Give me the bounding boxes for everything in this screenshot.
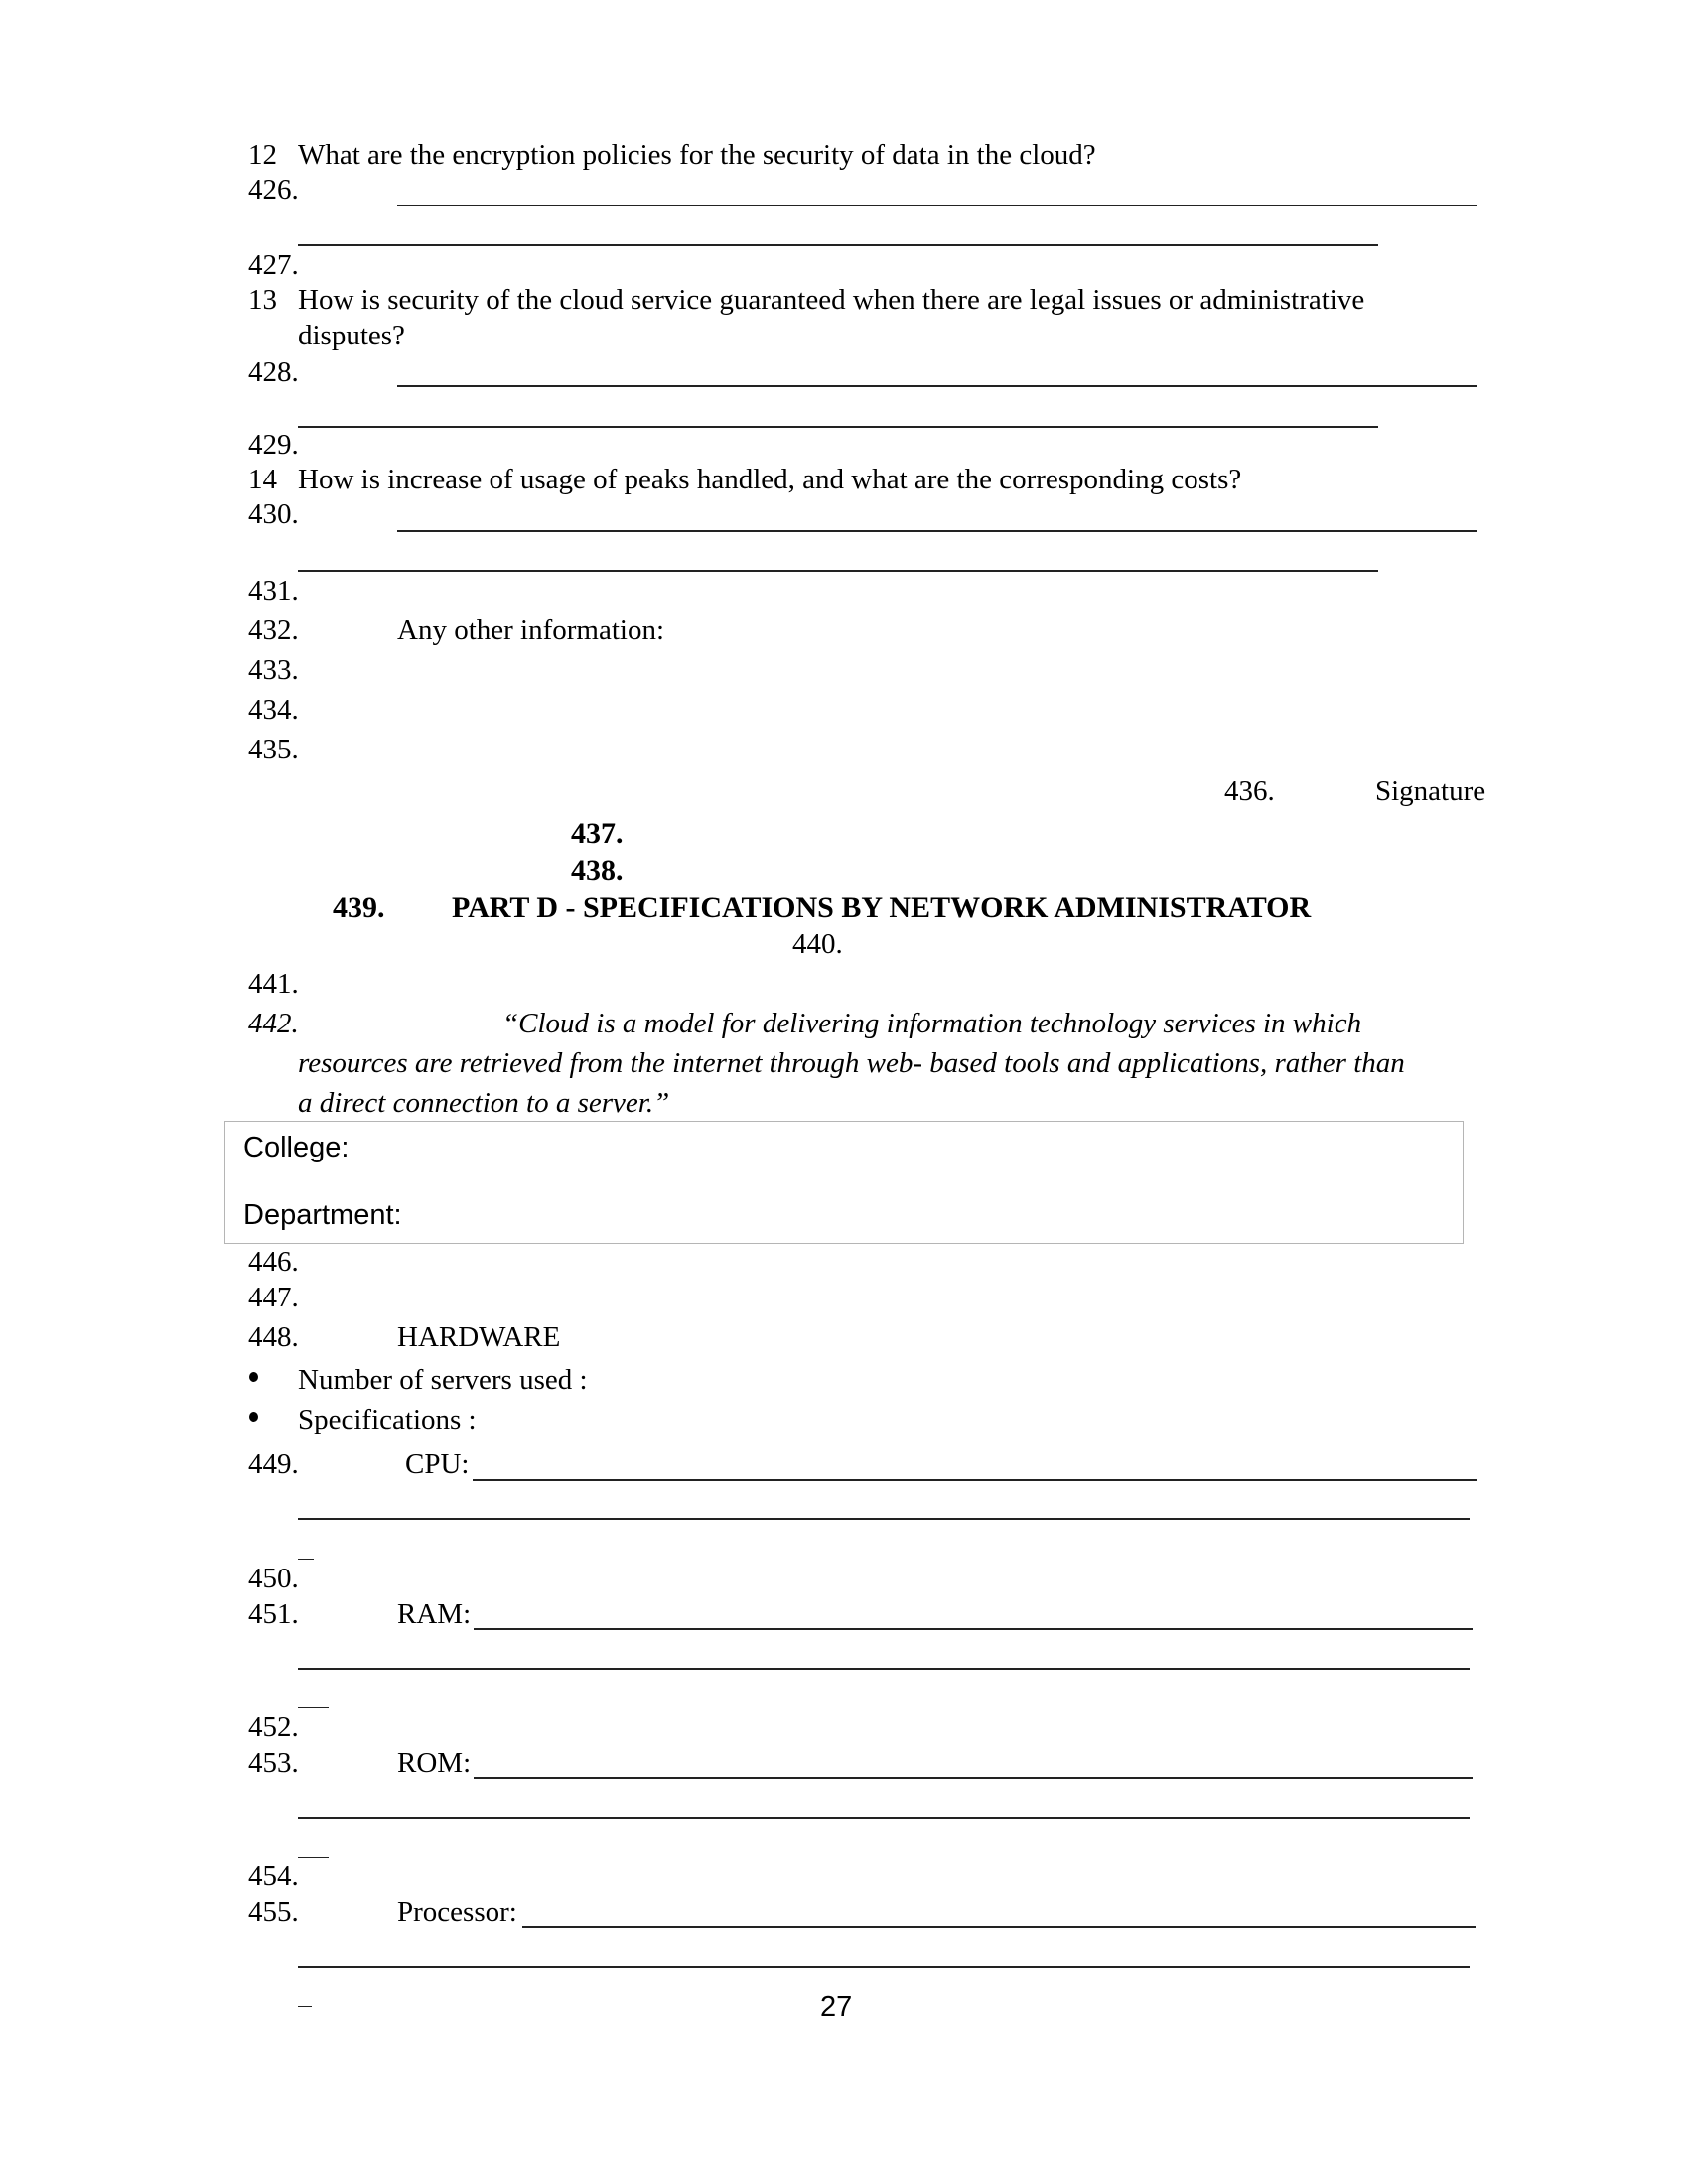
answer-line[interactable] — [298, 426, 1378, 428]
line-number-431: 431. — [248, 575, 299, 607]
line-number-446: 446. — [248, 1246, 299, 1278]
line-number-447: 447. — [248, 1282, 299, 1313]
signature-label: Signature — [1375, 775, 1486, 807]
processor-answer-line[interactable] — [522, 1926, 1476, 1928]
ram-answer-line[interactable] — [474, 1628, 1473, 1630]
ram-answer-line[interactable] — [298, 1668, 1470, 1670]
hardware-heading: HARDWARE — [397, 1321, 561, 1353]
answer-line[interactable] — [397, 530, 1477, 532]
line-number-449: 449. — [248, 1448, 299, 1480]
answer-line[interactable] — [397, 205, 1477, 206]
bullet-specifications: Specifications : — [298, 1404, 477, 1435]
part-d-heading: PART D - SPECIFICATIONS BY NETWORK ADMINISTRATOR — [452, 891, 1312, 924]
ram-label: RAM: — [397, 1598, 472, 1630]
line-number-440: 440. — [792, 928, 843, 960]
answer-line[interactable] — [397, 385, 1477, 387]
line-number-442: 442. — [248, 1008, 299, 1039]
line-number-429: 429. — [248, 429, 299, 461]
bullet-icon — [249, 1412, 258, 1422]
question-text-13-continued: disputes? — [298, 320, 405, 351]
college-label: College: — [243, 1132, 350, 1163]
page-number: 27 — [820, 1991, 853, 2023]
cloud-definition-quote-line-2: resources are retrieved from the internet through web- based tools and applications, rather than — [298, 1047, 1405, 1079]
line-number-430: 430. — [248, 498, 299, 530]
processor-answer-line-end — [298, 2006, 312, 2007]
processor-answer-line[interactable] — [298, 1966, 1470, 1968]
question-number-13: 13 — [248, 284, 277, 316]
rom-label: ROM: — [397, 1747, 472, 1779]
rom-answer-line-end — [298, 1857, 329, 1858]
line-number-448: 448. — [248, 1321, 299, 1353]
rom-answer-line[interactable] — [298, 1817, 1470, 1819]
line-number-437: 437. — [571, 817, 624, 850]
line-number-435: 435. — [248, 734, 299, 765]
college-department-box[interactable] — [224, 1121, 1464, 1244]
department-label: Department: — [243, 1199, 402, 1231]
line-number-439: 439. — [333, 891, 385, 924]
question-text-13: How is security of the cloud service guaranteed when there are legal issues or administrative — [298, 284, 1365, 316]
line-number-438: 438. — [571, 854, 624, 887]
cpu-answer-line[interactable] — [473, 1479, 1477, 1481]
line-number-441: 441. — [248, 968, 299, 1000]
answer-line[interactable] — [298, 244, 1378, 246]
line-number-426: 426. — [248, 174, 299, 205]
line-number-433: 433. — [248, 654, 299, 686]
cpu-answer-line-end — [298, 1559, 314, 1560]
bullet-icon — [249, 1372, 258, 1382]
question-number-12: 12 — [248, 139, 277, 171]
question-text-14: How is increase of usage of peaks handled, and what are the corresponding costs? — [298, 464, 1242, 495]
cloud-definition-quote-line-1: “Cloud is a model for delivering information technology services in which — [502, 1008, 1362, 1039]
question-number-14: 14 — [248, 464, 277, 495]
other-info-label: Any other information: — [397, 614, 665, 646]
cloud-definition-quote-line-3: a direct connection to a server.” — [298, 1087, 670, 1119]
line-number-450: 450. — [248, 1563, 299, 1594]
cpu-label: CPU: — [405, 1448, 470, 1480]
line-number-427: 427. — [248, 249, 299, 281]
rom-answer-line[interactable] — [474, 1777, 1473, 1779]
answer-line[interactable] — [298, 570, 1378, 572]
line-number-453: 453. — [248, 1747, 299, 1779]
question-text-12: What are the encryption policies for the security of data in the cloud? — [298, 139, 1096, 171]
line-number-452: 452. — [248, 1711, 299, 1743]
ram-answer-line-end — [298, 1707, 329, 1708]
line-number-434: 434. — [248, 694, 299, 726]
line-number-432: 432. — [248, 614, 299, 646]
line-number-455: 455. — [248, 1896, 299, 1928]
bullet-number-of-servers: Number of servers used : — [298, 1364, 588, 1396]
processor-label: Processor: — [397, 1896, 517, 1928]
cpu-answer-line[interactable] — [298, 1518, 1470, 1520]
line-number-454: 454. — [248, 1860, 299, 1892]
line-number-451: 451. — [248, 1598, 299, 1630]
line-number-436: 436. — [1224, 775, 1275, 807]
line-number-428: 428. — [248, 356, 299, 388]
